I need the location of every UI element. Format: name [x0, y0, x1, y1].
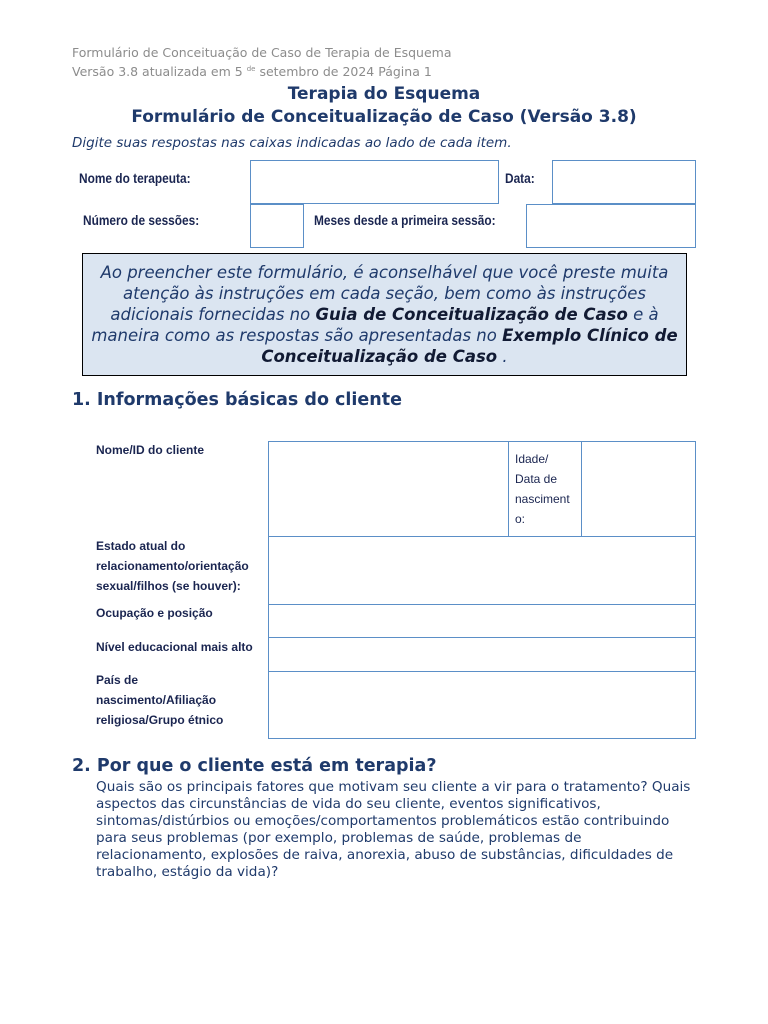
section-2-heading: 2. Por que o cliente está em terapia?: [72, 756, 437, 776]
education-field[interactable]: [268, 637, 696, 672]
notice-text-2: e à maneira como as respostas são apresentadas no: [91, 305, 659, 345]
notice-guide-link: Guia de Conceitualização de Caso: [315, 305, 628, 324]
client-name-label: Nome/ID do cliente: [96, 443, 205, 457]
therapist-name-field[interactable]: [250, 160, 499, 204]
client-name-field[interactable]: [268, 441, 509, 537]
relationship-label-line: sexual/filhos (se houver):: [96, 579, 241, 593]
occupation-field[interactable]: [268, 604, 696, 638]
section-2-description: Quais são os principais fatores que motivam seu cliente a vir para o tratamento? Quais aspectos das circunstâncias de vida do seu cliente, eventos significativos, sintomas/distúrbios ou emoções/comportamentos problemáticos estão contribuindo para seus problemas (por exemplo, problemas de saúde, problemas de relacionamento, explosões de raiva, anorexia, abuso de substâncias, dificuldades de trabalho, estágio da vida)?: [96, 779, 691, 880]
date-label: Data:: [505, 171, 535, 186]
date-field[interactable]: [552, 160, 696, 204]
age-label-line: o:: [515, 512, 526, 526]
country-field[interactable]: [268, 671, 696, 739]
document-subtitle: Formulário de Conceitualização de Caso (Versão 3.8): [131, 107, 637, 127]
notice-text-1: Ao preencher este formulário, é aconselhável que você preste muita atenção às instruções em cada seção, bem como às instruções adicionais fornecidas no: [100, 263, 669, 324]
header-line-1: Formulário de Conceituação de Caso de Terapia de Esquema: [72, 45, 452, 60]
sessions-field[interactable]: [250, 204, 304, 248]
header-sup: de: [246, 65, 256, 73]
country-label-line: nascimento/Afiliação: [96, 693, 217, 707]
country-label: [96, 670, 223, 730]
page-number: 1: [423, 64, 432, 79]
running-header: [72, 45, 452, 80]
notice-text-3: .: [497, 347, 508, 366]
age-field[interactable]: [581, 441, 696, 537]
relationship-label-line: relacionamento/orientação: [96, 559, 249, 573]
section-1-heading: 1. Informações básicas do cliente: [72, 390, 402, 410]
header-version: Versão 3.8 atualizada em 5: [72, 64, 243, 79]
relationship-label-line: Estado atual do: [96, 539, 186, 553]
months-label: Meses desde a primeira sessão:: [314, 213, 496, 228]
header-date: setembro de 2024 Página: [259, 64, 420, 79]
relationship-label: [96, 536, 249, 596]
country-label-line: País de: [96, 673, 139, 687]
sessions-label: Número de sessões:: [83, 213, 200, 228]
therapist-name-label: Nome do terapeuta:: [79, 171, 191, 186]
notice-box: [82, 253, 687, 376]
age-label-line: Data de: [515, 472, 558, 486]
form-instructions: Digite suas respostas nas caixas indicadas ao lado de cada item.: [72, 135, 512, 151]
country-label-line: religiosa/Grupo étnico: [96, 713, 224, 727]
notice-example-link: Exemplo Clínico de Conceitualização de Caso: [261, 326, 678, 366]
age-label: [509, 442, 581, 529]
age-label-cell: [508, 441, 582, 537]
education-label: Nível educacional mais alto: [96, 640, 253, 654]
document-title: Terapia do Esquema: [287, 84, 481, 104]
months-field[interactable]: [526, 204, 696, 248]
occupation-label: Ocupação e posição: [96, 606, 213, 620]
age-label-line: nasciment: [515, 492, 570, 506]
age-label-line: Idade/: [515, 452, 549, 466]
relationship-field[interactable]: [268, 536, 696, 605]
header-line-2: [72, 61, 452, 80]
